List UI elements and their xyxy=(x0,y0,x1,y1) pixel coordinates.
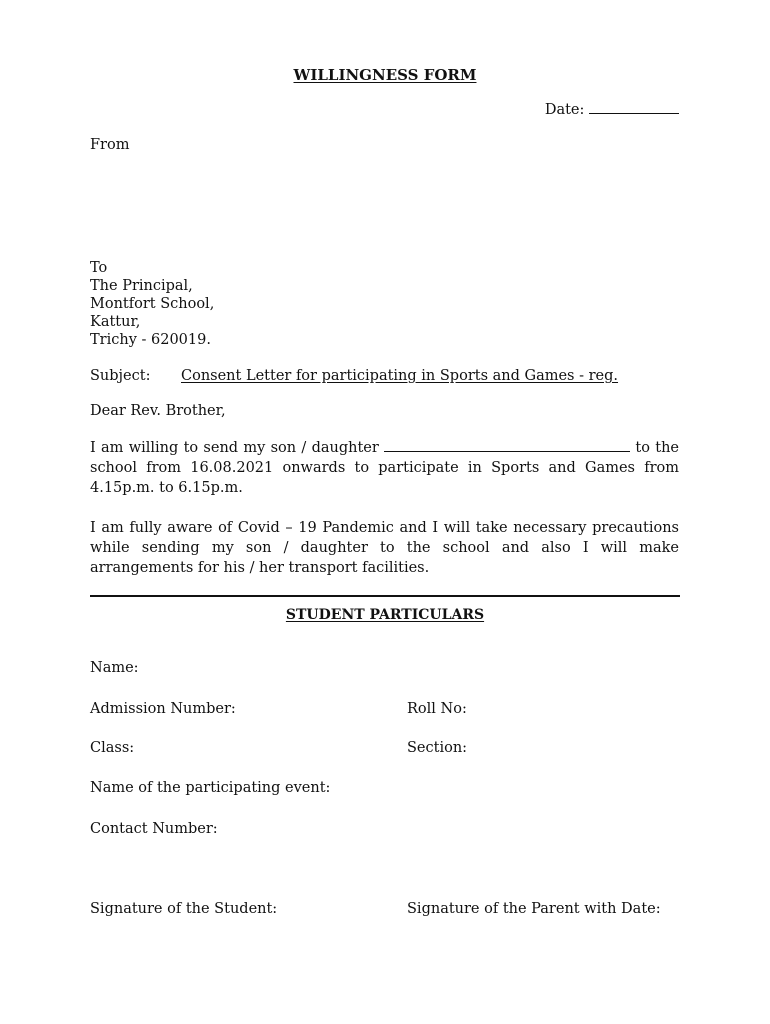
address-line: The Principal, xyxy=(90,278,193,294)
address-line: Kattur, xyxy=(90,314,141,330)
to-label: To xyxy=(90,260,108,276)
salutation: Dear Rev. Brother, xyxy=(90,403,226,419)
section-divider xyxy=(90,595,680,597)
subject-label: Subject: xyxy=(90,368,151,384)
roll-number-label: Roll No: xyxy=(407,701,467,717)
recipient-address xyxy=(90,259,214,349)
participating-event-label: Name of the participating event: xyxy=(90,780,331,796)
date-label: Date: xyxy=(544,102,585,118)
covid-awareness-paragraph: I am fully aware of Covid – 19 Pandemic and I will take necessary precautions while sending my son / daughter to the school and also I will make arrangements for his / her transport facilities. xyxy=(90,520,679,576)
student-name-label: Name: xyxy=(90,660,139,676)
child-name-blank[interactable] xyxy=(384,450,630,452)
admission-number-label: Admission Number: xyxy=(90,701,236,717)
subject-text: Consent Letter for participating in Sports and Games - reg. xyxy=(181,368,619,384)
class-label: Class: xyxy=(90,740,135,756)
consent-paragraph-start: I am willing to send my son / daughter xyxy=(90,440,379,456)
consent-paragraph-end: to the school from 16.08.2021 onwards to participate in Sports and Games from 4.15p.m. to 6.15p.m. xyxy=(90,440,680,496)
student-particulars-title: STUDENT PARTICULARS xyxy=(285,607,485,623)
date-blank[interactable] xyxy=(589,112,679,114)
address-line: Trichy - 620019. xyxy=(90,332,211,348)
contact-number-label: Contact Number: xyxy=(90,821,218,837)
address-line: Montfort School, xyxy=(90,296,215,312)
parent-signature-label: Signature of the Parent with Date: xyxy=(407,901,661,917)
date-field xyxy=(545,102,679,118)
student-signature-label: Signature of the Student: xyxy=(90,901,278,917)
form-title: WILLINGNESS FORM xyxy=(293,66,477,84)
from-label: From xyxy=(90,137,130,153)
consent-paragraph xyxy=(90,438,679,498)
section-label: Section: xyxy=(407,740,468,756)
